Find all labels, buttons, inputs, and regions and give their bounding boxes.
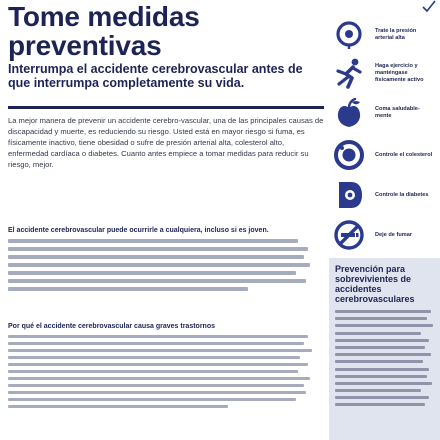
- blood-pressure-cuff-icon: [331, 17, 367, 53]
- survivors-panel: [329, 258, 440, 440]
- page-title: Tome medidas preventivas: [8, 1, 200, 61]
- section-young-people: [8, 227, 326, 291]
- section-heading: Por qué el accidente cerebrovascular causa graves trastornos: [8, 323, 215, 330]
- tip-blood-pressure: [329, 16, 440, 54]
- tip-diabetes: [329, 176, 440, 214]
- tip-exercise: [329, 54, 440, 92]
- tip-label: Controle el colesterol: [375, 151, 433, 158]
- blurred-text-block: [8, 335, 326, 408]
- diabetes-icon: [331, 177, 367, 213]
- panel-title: Prevención para sobrevivientes de accidentes cerebrovasculares: [335, 264, 415, 304]
- tip-label: Haga ejercicio y manténgase físicamente activo: [375, 62, 424, 83]
- tip-label: Controle la diabetes: [375, 191, 429, 198]
- tip-label: Coma saludable-mente: [375, 106, 420, 119]
- title-divider: [8, 106, 324, 109]
- blurred-text-block: [8, 239, 326, 291]
- tip-label: Deje de fumar: [375, 231, 412, 238]
- healthy-food-icon: [331, 95, 367, 131]
- tip-label: Trate la presión arterial alta: [375, 28, 417, 41]
- section-heading: El accidente cerebrovascular puede ocurrirle a cualquiera, incluso si es joven.: [8, 227, 269, 234]
- checkmark-icon: [422, 0, 436, 14]
- tip-healthy-food: [329, 94, 440, 132]
- section-disorders: [8, 323, 326, 408]
- exercise-icon: [331, 55, 367, 91]
- intro-paragraph: La mejor manera de prevenir un accidente cerebro-vascular, una de las principales causas de discapacidad y muerte, es reduciendo su riesgo. Usted está en mayor riesgo si fuma, es físicamente inactivo, tiene obesidad o sufre de presión arterial alta, colesterol alto, enfermedad cardíaca o diabetes. Cuanto antes empiece a tomar medidas para reducir su riesgo, mejor.: [8, 116, 324, 169]
- blurred-text-block: [335, 310, 436, 406]
- page-subtitle: Interrumpa el accidente cerebrovascular antes de que interrumpa completamente su vida.: [8, 62, 303, 90]
- tip-cholesterol: [329, 136, 440, 174]
- cholesterol-icon: [331, 137, 367, 173]
- no-smoking-icon: [331, 217, 367, 253]
- tip-no-smoking: [329, 216, 440, 254]
